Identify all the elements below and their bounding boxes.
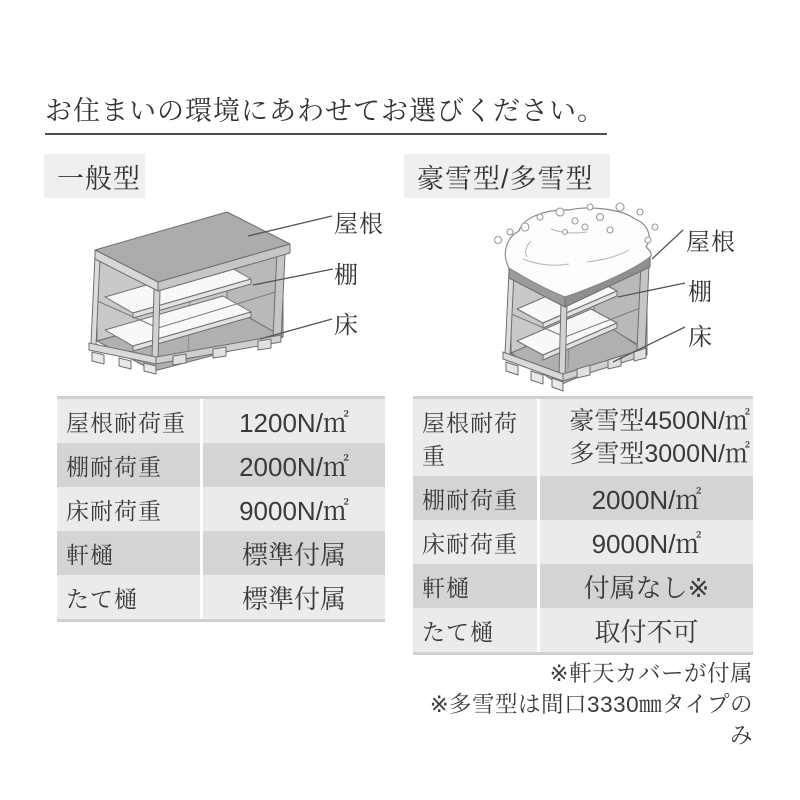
table-row	[413, 520, 753, 564]
table-row	[57, 531, 385, 575]
row-label: たて樋	[66, 585, 138, 612]
row-label: 屋根耐荷重	[66, 409, 186, 436]
section-header-snow	[404, 154, 610, 198]
table-bottom-rule	[413, 652, 753, 655]
row-label: 床耐荷重	[66, 497, 162, 524]
callout-line-roof	[652, 230, 683, 259]
table-row	[57, 399, 385, 443]
table-row	[413, 476, 753, 520]
row-value: 2000N/㎡	[239, 451, 349, 482]
row-value-line-2: 多雪型3000N/㎡	[569, 439, 750, 468]
row-value: 9000N/㎡	[239, 495, 349, 526]
table-row	[57, 443, 385, 487]
row-value: 標準付属	[241, 583, 346, 614]
callout-label-floor-general: 床	[334, 312, 359, 339]
table-row	[413, 564, 753, 608]
page-title: お住まいの環境にあわせてお選びください。	[45, 96, 605, 126]
footnote-1: ※軒天カバーが付属	[549, 661, 753, 686]
spec-table-snow	[413, 396, 753, 655]
table-bottom-rule	[57, 619, 385, 622]
callout-label-roof-snow: 屋根	[686, 229, 736, 256]
title-underline	[45, 133, 607, 135]
row-label: たて樋	[422, 618, 494, 645]
callout-line-roof	[248, 216, 332, 236]
section-header-snow-label: 豪雪型/多雪型	[417, 163, 594, 194]
row-value: 1200N/㎡	[239, 407, 349, 438]
row-label: 軒樋	[66, 541, 114, 568]
row-value: 2000N/㎡	[591, 484, 702, 515]
row-value: 付属なし※	[583, 572, 710, 603]
row-value	[540, 399, 753, 476]
row-label: 棚耐荷重	[66, 453, 162, 480]
callout-label-floor-snow: 床	[688, 324, 713, 351]
table-row	[57, 575, 385, 619]
row-value-line-1: 豪雪型4500N/㎡	[569, 406, 750, 435]
row-value: 標準付属	[241, 539, 346, 570]
row-label: 屋根耐荷重	[422, 409, 518, 469]
spec-table-general	[57, 396, 385, 622]
footnotes	[413, 658, 753, 751]
row-label: 軒樋	[422, 574, 470, 601]
footnote-2: ※多雪型は間口3330㎜タイプのみ	[429, 692, 753, 748]
row-label: 床耐荷重	[422, 530, 518, 557]
callout-label-shelf-snow: 棚	[688, 279, 713, 306]
section-header-general-label: 一般型	[57, 163, 141, 194]
callout-label-roof-general: 屋根	[334, 211, 384, 238]
section-header-general	[44, 154, 145, 198]
row-value: 取付不可	[594, 616, 699, 647]
row-label: 棚耐荷重	[422, 486, 518, 513]
table-row	[413, 608, 753, 652]
table-row	[57, 487, 385, 531]
row-value: 9000N/㎡	[591, 528, 702, 559]
callout-label-shelf-general: 棚	[334, 262, 359, 289]
table-row	[413, 399, 753, 476]
